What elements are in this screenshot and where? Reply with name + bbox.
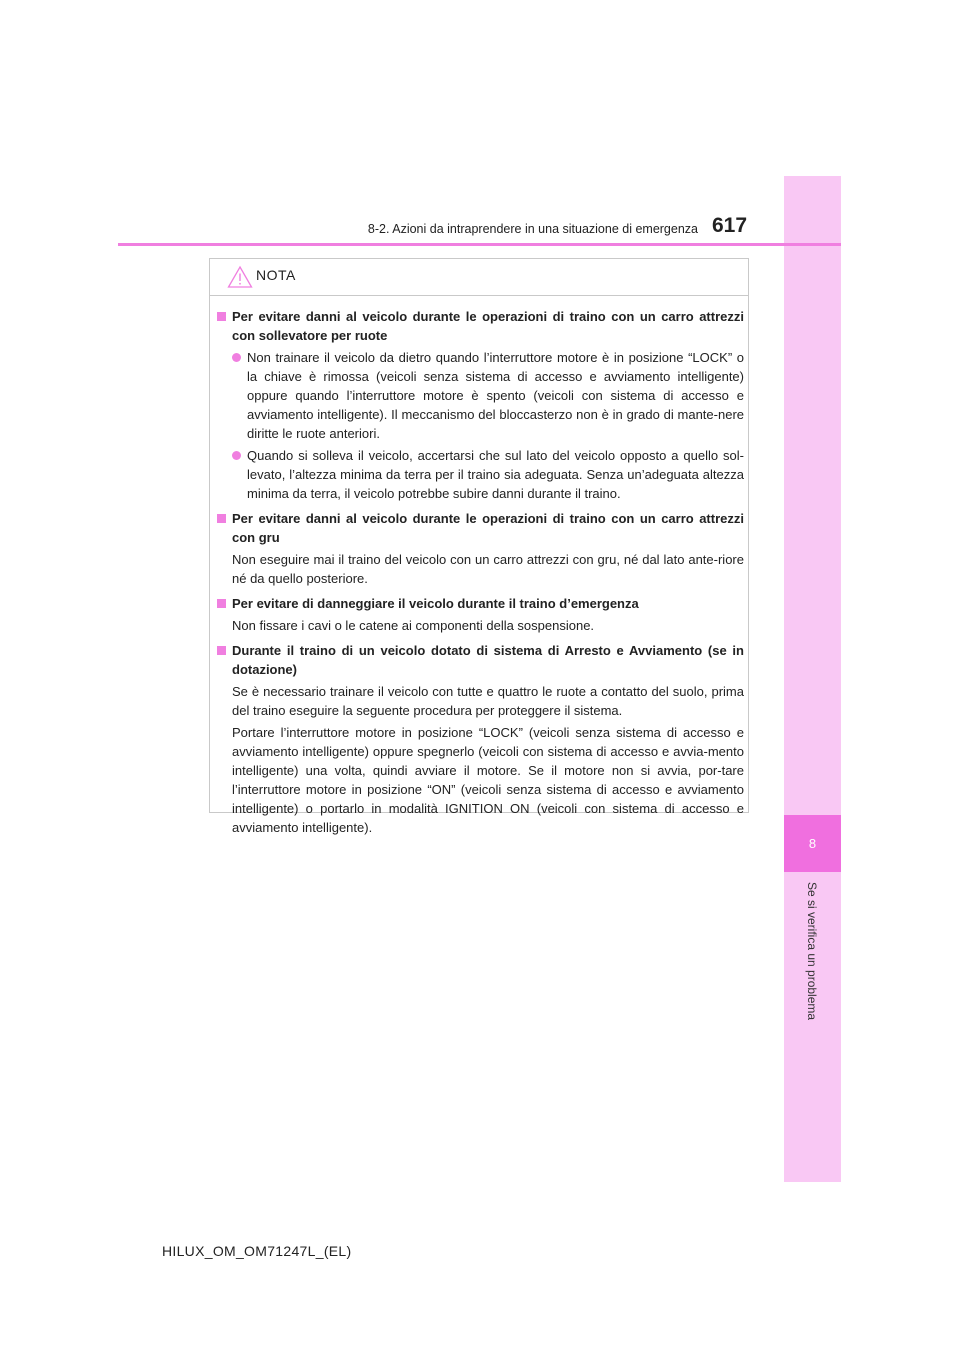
chapter-number: 8 <box>784 815 841 872</box>
square-bullet-icon <box>217 646 226 655</box>
note-header <box>210 259 748 296</box>
bullet-text: Quando si solleva il veicolo, accertarsi che sul lato del veicolo opposto a quello sol-levato, l’altezza minima da terra per il traino sia adeguata. Senza un’adeguata altezza minima da terra, il veicolo potrebbe subire danni durante il traino. <box>247 448 744 501</box>
section-heading-text: Per evitare danni al veicolo durante le operazioni di traino con un carro attrezzi con gru <box>232 511 744 545</box>
square-bullet-icon <box>217 312 226 321</box>
note-box <box>209 258 749 835</box>
document-code: HILUX_OM_OM71247L_(EL) <box>162 1243 352 1259</box>
bullet-text: Non trainare il veicolo da dietro quando l’interruttore motore è in posizione “LOCK” o la chiave è rimossa (veicoli senza sistema di accesso e avviamento intelligente) oppure quando l’interruttore motore è spento (veicoli con sistema di accesso e avviamento intelligente). Il meccanismo del bloccasterzo non è in grado di mante-nere diritte le ruote anteriori. <box>247 350 744 441</box>
square-bullet-icon <box>217 599 226 608</box>
note-title: NOTA <box>256 267 296 283</box>
paragraph: Se è necessario trainare il veicolo con tutte e quattro le ruote a contatto del suolo, prima del traino eseguire la seguente procedura per proteggere il sistema. <box>232 684 744 718</box>
chapter-label: Se si verifica un problema <box>805 882 819 1021</box>
section-heading <box>217 594 744 613</box>
section-heading <box>217 641 744 679</box>
paragraph: Portare l’interruttore motore in posizione “LOCK” (veicoli senza sistema di accesso e avviamento intelligente) oppure spegnerlo (veicoli con sistema di accesso e avvia-mento intelligente) una volta, quindi avviare il motore. Se il motore non si avvia, por-tare l’interruttore motore in posizione “ON” (veicoli senza sistema di accesso e avviamento intelligente) o portarlo in modalità IGNITION ON (veicoli con sistema di accesso e avviamento intelligente). <box>232 725 744 835</box>
bullet-item <box>232 446 744 503</box>
paragraph: Non eseguire mai il traino del veicolo con un carro attrezzi con gru, né dal lato ante-riore né da quello posteriore. <box>232 552 744 586</box>
header-divider <box>118 243 841 246</box>
section-heading-text: Per evitare di danneggiare il veicolo durante il traino d’emergenza <box>232 596 639 611</box>
section-heading-text: Durante il traino di un veicolo dotato di sistema di Arresto e Avviamento (se in dotazione) <box>232 643 744 677</box>
square-bullet-icon <box>217 514 226 523</box>
section-heading <box>217 307 744 345</box>
paragraph: Non fissare i cavi o le catene ai componenti della sospensione. <box>232 618 595 633</box>
circle-bullet-icon <box>232 353 241 362</box>
section-heading-text: Per evitare danni al veicolo durante le operazioni di traino con un carro attrezzi con sollevatore per ruote <box>232 309 744 343</box>
section-heading <box>217 509 744 547</box>
page-number: 617 <box>712 214 748 237</box>
bullet-item <box>232 348 744 443</box>
circle-bullet-icon <box>232 451 241 460</box>
section-title: 8-2. Azioni da intraprendere in una situazione di emergenza <box>367 222 698 236</box>
note-body <box>217 301 744 837</box>
warning-triangle-icon <box>227 265 253 289</box>
